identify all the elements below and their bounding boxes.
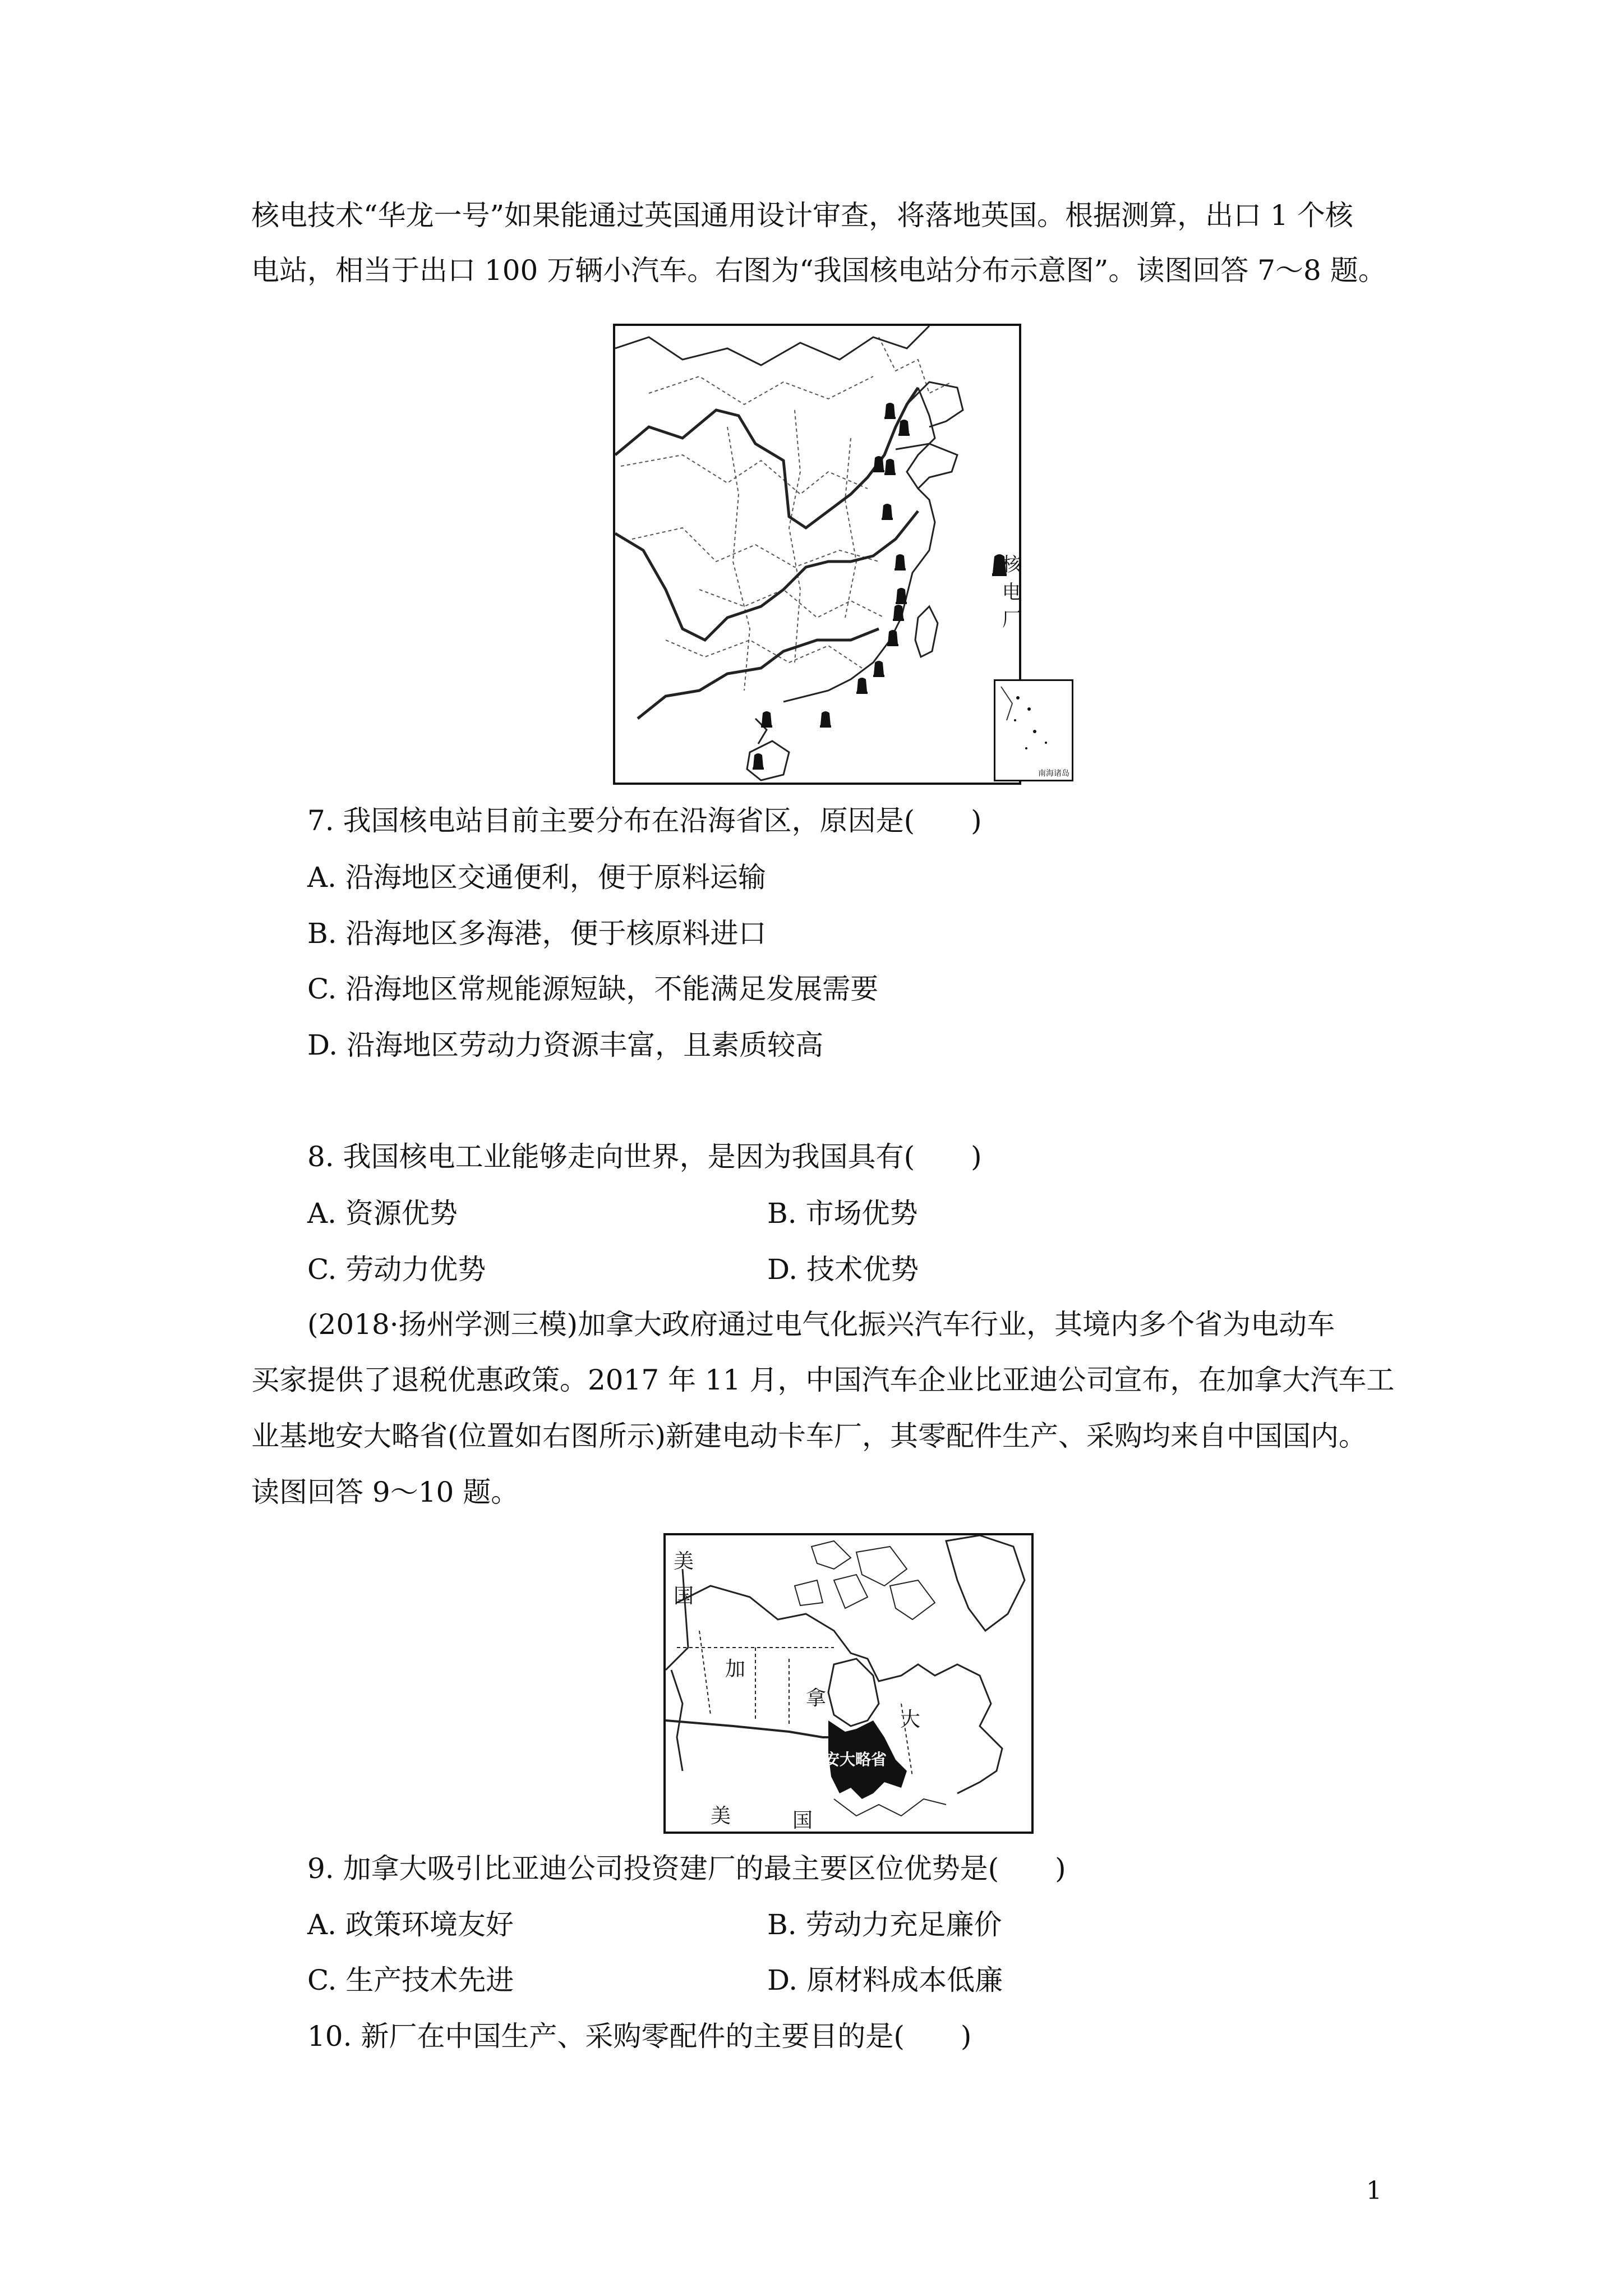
q8-option-b[interactable]: B. 市场优势 bbox=[767, 1197, 918, 1230]
intro-9-10-line1: (2018·扬州学测三模)加拿大政府通过电气化振兴汽车行业，其境内多个省为电动车 bbox=[307, 1308, 1335, 1341]
intro-9-10-line4: 读图回答 9～10 题。 bbox=[251, 1476, 519, 1508]
q8-option-d[interactable]: D. 技术优势 bbox=[767, 1253, 919, 1286]
q7-option-b[interactable]: B. 沿海地区多海港，便于核原料进口 bbox=[307, 917, 767, 950]
map2-label-na: 拿 bbox=[806, 1687, 827, 1710]
map2-label-us-bottom: 美 bbox=[711, 1805, 731, 1828]
q7-stem: 7. 我国核电站目前主要分布在沿海省区，原因是( ) bbox=[307, 804, 982, 837]
page-number: 1 bbox=[1366, 2177, 1382, 2205]
q9-option-a[interactable]: A. 政策环境友好 bbox=[307, 1908, 514, 1941]
map2-label-us-top: 美 bbox=[674, 1550, 694, 1573]
q8-option-a[interactable]: A. 资源优势 bbox=[307, 1197, 458, 1230]
q9-option-c[interactable]: C. 生产技术先进 bbox=[307, 1964, 514, 1996]
map2-label-us-bottom2: 国 bbox=[792, 1809, 813, 1832]
intro-9-10-line2: 买家提供了退税优惠政策。2017 年 11 月，中国汽车企业比亚迪公司宣布，在加拿大汽车工 bbox=[251, 1364, 1395, 1396]
map2-label-us-top2: 国 bbox=[674, 1585, 694, 1608]
china-map-drawing bbox=[615, 326, 1019, 783]
q8-stem: 8. 我国核电工业能够走向世界，是因为我国具有( ) bbox=[307, 1140, 982, 1173]
inset-label: 南海诸岛 bbox=[1038, 769, 1069, 778]
canada-map-drawing bbox=[666, 1535, 1031, 1832]
canada-ontario-map bbox=[663, 1533, 1034, 1834]
map1-legend-label: 核电厂 bbox=[1002, 554, 1021, 631]
inset-frame bbox=[994, 679, 1073, 781]
q8-option-c[interactable]: C. 劳动力优势 bbox=[307, 1253, 486, 1286]
china-nuclear-map bbox=[613, 324, 1069, 785]
q10-stem: 10. 新厂在中国生产、采购零配件的主要目的是( ) bbox=[307, 2020, 972, 2053]
q9-option-d[interactable]: D. 原材料成本低廉 bbox=[767, 1964, 1003, 1996]
q7-option-c[interactable]: C. 沿海地区常规能源短缺，不能满足发展需要 bbox=[307, 973, 879, 1005]
intro-9-10-line3: 业基地安大略省(位置如右图所示)新建电动卡车厂，其零配件生产、采购均来自中国国内。 bbox=[251, 1420, 1367, 1452]
map2-label-da: 大 bbox=[900, 1708, 921, 1731]
q9-stem: 9. 加拿大吸引比亚迪公司投资建厂的最主要区位优势是( ) bbox=[307, 1852, 1066, 1885]
intro-7-8-line2: 电站，相当于出口 100 万辆小汽车。右图为“我国核电站分布示意图”。读图回答 7～8 题。 bbox=[251, 254, 1386, 287]
q7-option-a[interactable]: A. 沿海地区交通便利，便于原料运输 bbox=[307, 861, 766, 894]
map2-label-jia: 加 bbox=[725, 1658, 746, 1681]
q7-option-d[interactable]: D. 沿海地区劳动力资源丰富，且素质较高 bbox=[307, 1029, 824, 1061]
q9-option-b[interactable]: B. 劳动力充足廉价 bbox=[767, 1908, 1002, 1941]
inset-drawing bbox=[995, 681, 1072, 765]
map2-label-ontario: 安大略省 bbox=[824, 1750, 887, 1769]
intro-7-8-line1: 核电技术“华龙一号”如果能通过英国通用设计审查，将落地英国。根据测算，出口 1 个核 bbox=[251, 199, 1353, 232]
